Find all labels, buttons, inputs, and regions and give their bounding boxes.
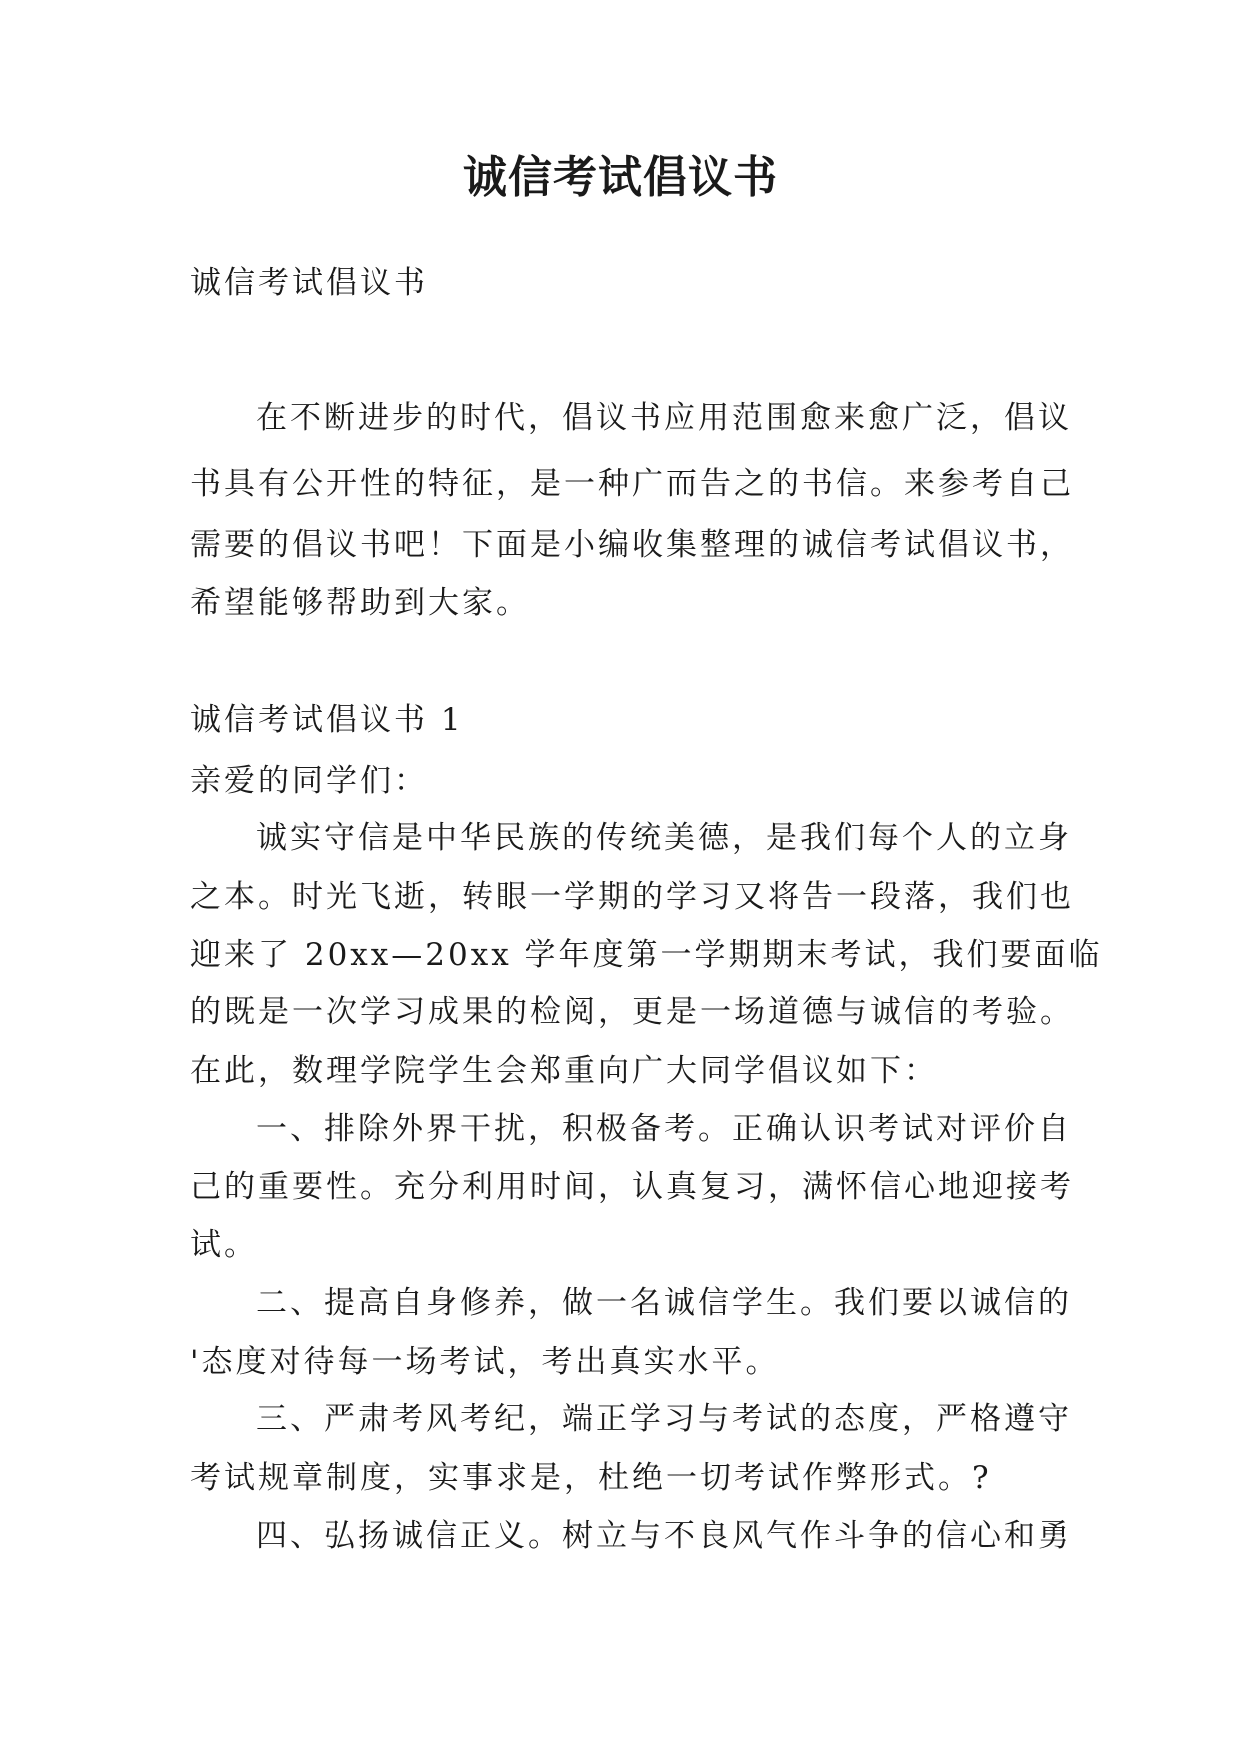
text-line: 考试规章制度，实事求是，杜绝一切考试作弊形式。?	[190, 1460, 992, 1496]
document-title: 诚信考试倡议书	[463, 152, 778, 203]
text-line: 需要的倡议书吧！下面是小编收集整理的诚信考试倡议书，	[190, 527, 1074, 563]
text-line: 希望能够帮助到大家。	[190, 585, 530, 621]
text-line: 之本。时光飞逝，转眼一学期的学习又将告一段落，我们也	[190, 879, 1074, 915]
text-line: 迎来了 20xx—20xx 学年度第一学期期末考试，我们要面临	[190, 937, 1103, 973]
text-line: 二、提高自身修养，做一名诚信学生。我们要以诚信的	[256, 1285, 1072, 1321]
text-line: 亲爱的同学们：	[190, 763, 428, 799]
text-line: 的既是一次学习成果的检阅，更是一场道德与诚信的考验。	[190, 994, 1074, 1030]
text-line: 在不断进步的时代，倡议书应用范围愈来愈广泛，倡议	[256, 400, 1072, 436]
text-line: 书具有公开性的特征，是一种广而告之的书信。来参考自己	[190, 466, 1074, 502]
text-line: '态度对待每一场考试，考出真实水平。	[190, 1344, 780, 1380]
text-line: 诚信考试倡议书 1	[190, 702, 464, 738]
text-line: 诚信考试倡议书	[190, 265, 428, 301]
text-line: 试。	[190, 1227, 258, 1263]
text-line: 一、排除外界干扰，积极备考。正确认识考试对评价自	[256, 1111, 1072, 1147]
text-line: 三、严肃考风考纪，端正学习与考试的态度，严格遵守	[256, 1401, 1072, 1437]
text-line: 四、弘扬诚信正义。树立与不良风气作斗争的信心和勇	[256, 1518, 1072, 1554]
text-line: 在此，数理学院学生会郑重向广大同学倡议如下：	[190, 1053, 938, 1089]
text-line: 己的重要性。充分利用时间，认真复习，满怀信心地迎接考	[190, 1169, 1074, 1205]
text-line: 诚实守信是中华民族的传统美德，是我们每个人的立身	[256, 820, 1072, 856]
